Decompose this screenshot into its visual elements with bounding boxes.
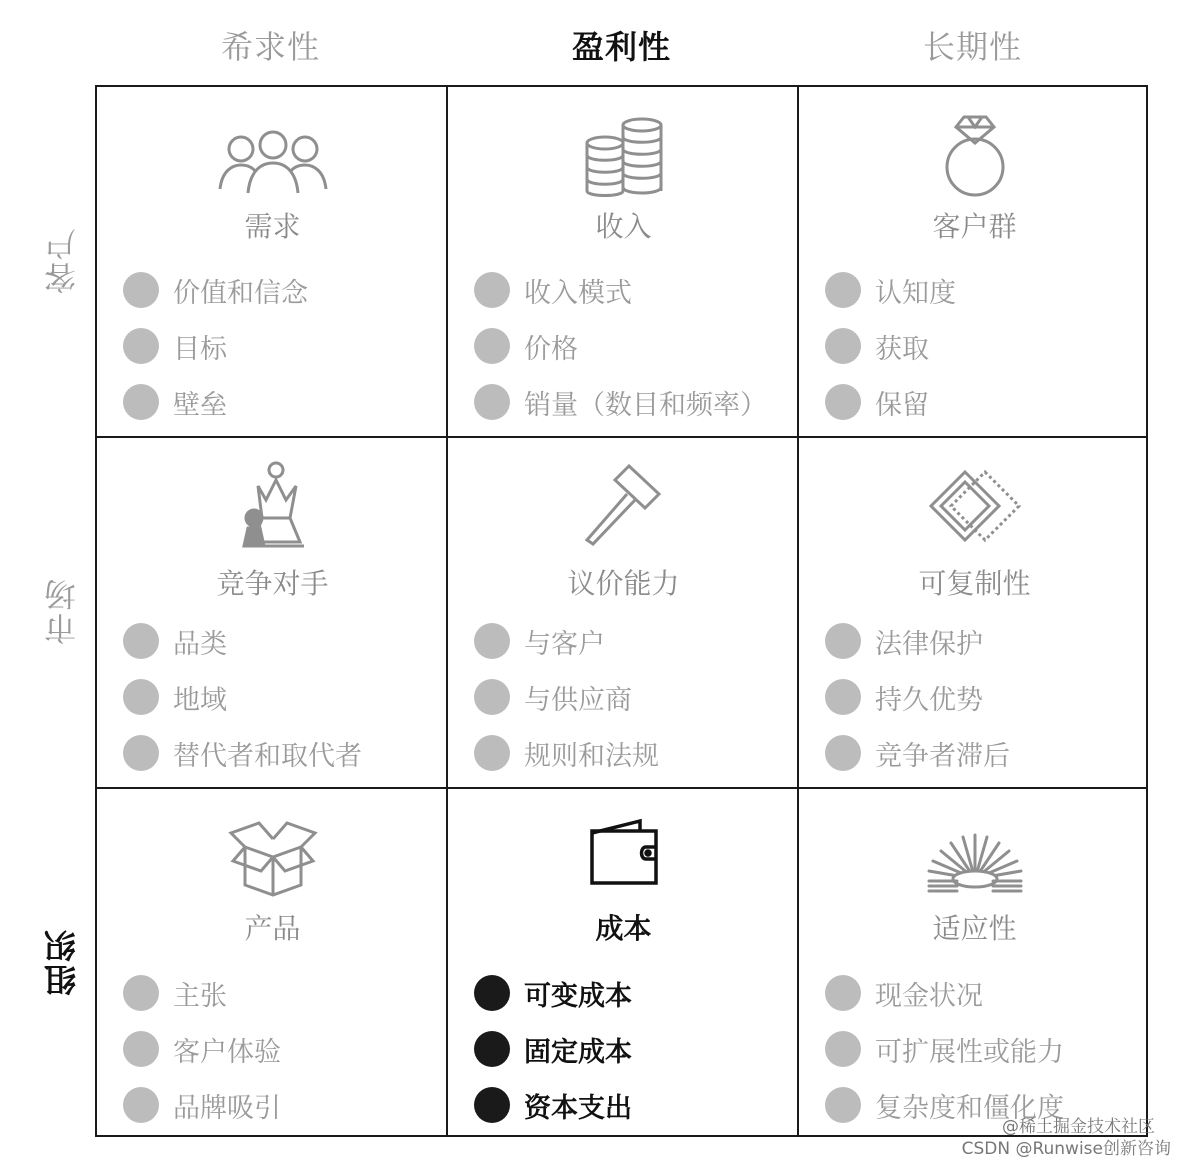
item-label: 复杂度和僵化度 [875,1092,1064,1124]
list-item [474,725,793,781]
list-item [474,965,793,1021]
list-item [474,669,793,725]
item-label: 可变成本 [524,980,632,1012]
bullet-dot [474,384,510,420]
cell-demand [97,87,448,438]
cell-cost [448,789,799,1140]
list-item [474,318,793,374]
cell-title: 可复制性 [918,567,1031,600]
list-item [474,1021,793,1077]
item-list [825,613,1144,781]
item-list [474,965,793,1133]
bullet-dot [474,272,510,308]
item-label: 替代者和取代者 [173,740,362,772]
bullet-dot [123,623,159,659]
bullet-dot [474,328,510,364]
list-item [825,262,1144,318]
list-item [825,965,1144,1021]
cell-bargaining-power [448,438,799,789]
item-label: 可扩展性或能力 [875,1036,1064,1068]
item-label: 资本支出 [524,1092,632,1124]
cell-title: 需求 [244,210,301,243]
item-label: 持久优势 [875,684,983,716]
column-header-desirability: 希求性 [220,28,320,66]
list-item [825,669,1144,725]
bullet-dot [123,1031,159,1067]
item-label: 保留 [875,389,929,421]
bullet-dot [474,1087,510,1123]
list-item [123,725,442,781]
cell-title: 客户群 [932,210,1017,243]
item-label: 获取 [875,333,929,365]
list-item [123,1077,442,1133]
item-label: 规则和法规 [524,740,659,772]
copy-diamonds-icon [925,468,1025,544]
spring-coil-icon [923,829,1027,895]
list-item [825,1021,1144,1077]
list-item [123,374,442,430]
item-label: 品牌吸引 [173,1092,281,1124]
people-group-icon [218,127,328,197]
wallet-icon [588,817,660,889]
bullet-dot [825,679,861,715]
item-label: 认知度 [875,277,956,309]
bullet-dot [123,272,159,308]
bullet-dot [825,384,861,420]
bullet-dot [825,623,861,659]
bullet-dot [123,679,159,715]
item-label: 法律保护 [875,628,983,660]
column-header-profitability: 盈利性 [571,28,671,66]
row-header-customer: 客户 [43,226,81,295]
item-label: 主张 [173,980,227,1012]
bullet-dot [123,384,159,420]
list-item [123,669,442,725]
open-box-icon [227,817,319,897]
diamond-ring-icon [940,113,1010,197]
item-label: 品类 [173,628,227,660]
bullet-dot [123,1087,159,1123]
list-item [123,318,442,374]
list-item [474,613,793,669]
list-item [825,374,1144,430]
bullet-dot [123,735,159,771]
cell-replicability [799,438,1150,789]
list-item [825,318,1144,374]
item-label: 地域 [173,684,227,716]
coin-stacks-icon [584,115,664,197]
item-list [123,965,442,1133]
watermark-juejin: @稀土掘金技术社区 [1002,1117,1155,1137]
cell-title: 议价能力 [567,567,680,600]
column-header-longevity: 长期性 [922,28,1022,66]
list-item [123,1021,442,1077]
bullet-dot [825,1087,861,1123]
item-label: 收入模式 [524,277,632,309]
item-label: 价格 [524,333,578,365]
list-item [123,262,442,318]
cell-customer-base [799,87,1150,438]
bullet-dot [474,735,510,771]
item-label: 竞争者滞后 [875,740,1010,772]
item-label: 与供应商 [524,684,632,716]
cell-title: 适应性 [932,912,1017,945]
bullet-dot [474,1031,510,1067]
bullet-dot [825,272,861,308]
item-label: 壁垒 [173,389,227,421]
cell-product [97,789,448,1140]
bullet-dot [825,1031,861,1067]
bullet-dot [474,975,510,1011]
item-list [825,965,1144,1133]
watermark-csdn: CSDN @Runwise创新咨询 [961,1139,1171,1159]
bullet-dot [474,623,510,659]
item-label: 销量（数目和频率） [524,389,767,421]
row-header-market: 市场 [43,577,81,646]
cell-title: 产品 [244,912,301,945]
list-item [123,965,442,1021]
row-header-organization: 组织 [43,928,81,996]
item-label: 客户体验 [173,1036,281,1068]
chess-pieces-icon [238,460,308,552]
cell-revenue [448,87,799,438]
cell-title: 竞争对手 [216,567,329,600]
list-item [825,725,1144,781]
item-label: 与客户 [524,628,605,660]
cell-adaptability [799,789,1150,1140]
item-list [474,262,793,430]
list-item [474,1077,793,1133]
cell-title: 成本 [595,912,652,945]
list-item [123,613,442,669]
item-label: 目标 [173,333,227,365]
item-label: 价值和信念 [173,277,308,309]
item-list [825,262,1144,430]
cell-title: 收入 [595,210,652,243]
item-list [123,613,442,781]
bullet-dot [474,679,510,715]
bullet-dot [825,975,861,1011]
list-item [474,262,793,318]
bullet-dot [825,735,861,771]
matrix-grid [95,85,1148,1137]
item-label: 固定成本 [524,1036,632,1068]
item-list [123,262,442,430]
bullet-dot [123,328,159,364]
list-item [474,374,793,430]
bullet-dot [123,975,159,1011]
cell-competitors [97,438,448,789]
list-item [825,613,1144,669]
bullet-dot [825,328,861,364]
gavel-icon [579,460,669,546]
item-list [474,613,793,781]
item-label: 现金状况 [875,980,983,1012]
